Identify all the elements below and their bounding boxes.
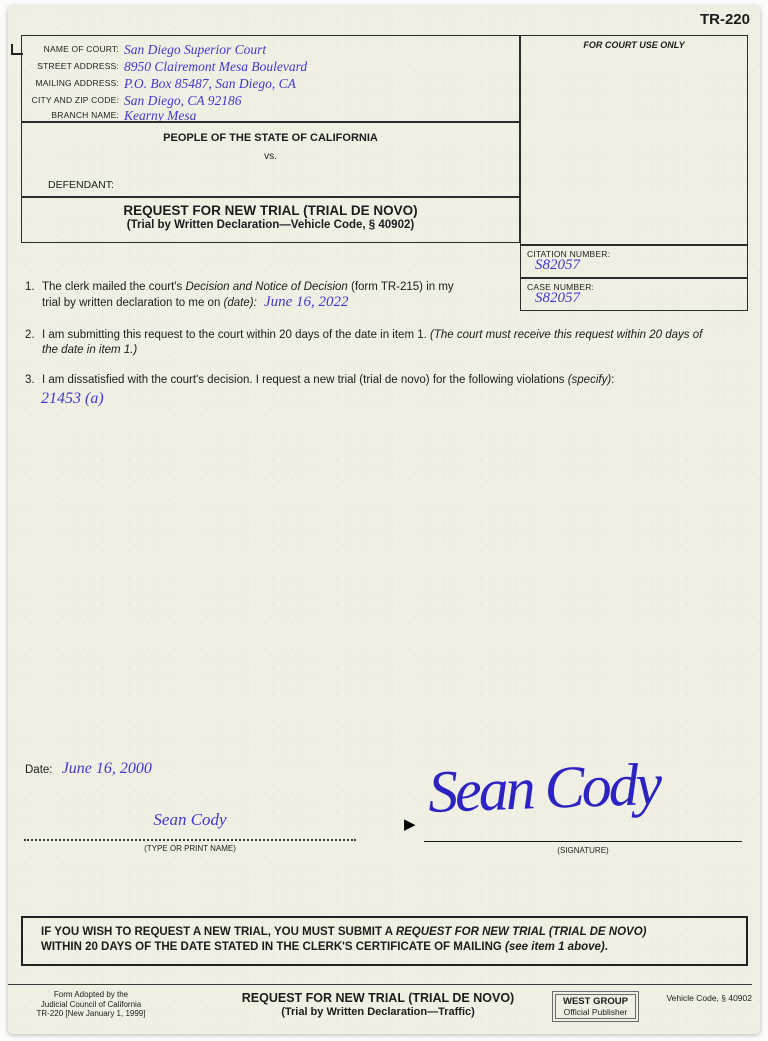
item-3-colon: : (611, 374, 615, 386)
court-use-only-box (520, 35, 748, 245)
mailing-address-value: P.O. Box 85487, San Diego, CA (124, 76, 296, 91)
item-2 (25, 328, 747, 358)
mailing-address-label: MAILING ADDRESS: (35, 78, 119, 88)
mailing-address-row (22, 73, 519, 90)
item-3-italic: (specify) (567, 374, 612, 386)
warning-italic-1: REQUEST FOR NEW TRIAL (TRIAL DE NOVO) (395, 926, 647, 938)
plaintiff-name: PEOPLE OF THE STATE OF CALIFORNIA (163, 132, 378, 144)
warning-italic-2: (see item 1 above) (505, 941, 605, 953)
printed-name-value: Sean Cody (153, 810, 227, 829)
item-2-italic-line2: the date in item 1.) (42, 344, 138, 356)
branch-name-value: Kearny Mesa (124, 108, 197, 123)
publisher-subtitle: Official Publisher (563, 1007, 628, 1017)
printed-name-caption: (TYPE OR PRINT NAME) (144, 844, 236, 853)
city-zip-value: San Diego, CA 92186 (124, 93, 242, 108)
item-2-italic-line1: (The court must receive this request within 20 days of (430, 329, 703, 341)
warning-normal-1: IF YOU WISH TO REQUEST A NEW TRIAL, YOU MUST SUBMIT A (41, 926, 396, 938)
warning-box (21, 916, 748, 966)
case-number-value: S82057 (535, 290, 580, 306)
city-zip-label: CITY AND ZIP CODE: (31, 95, 119, 105)
street-address-value: 8950 Clairemont Mesa Boulevard (124, 59, 308, 74)
item-3 (25, 373, 747, 388)
form-subtitle: (Trial by Written Declaration—Vehicle Code, § 40902) (126, 219, 415, 231)
citation-number-label: CITATION NUMBER: (527, 249, 611, 259)
item-2-normal: I am submitting this request to the court within 20 days of the date in item 1. (42, 329, 431, 341)
publisher-box-inner (555, 994, 636, 1019)
item-1-line2-italic: (date): (223, 297, 257, 309)
court-address-box (21, 35, 520, 122)
citation-number-value: S82057 (535, 257, 580, 273)
footer-title-block (182, 991, 574, 1018)
signature-arrow-icon: ▶ (404, 816, 416, 833)
item-3-normal: I am dissatisfied with the court's decision. I request a new trial (trial de novo) for the following violations (42, 374, 568, 386)
item-3-text (42, 373, 614, 388)
publisher-name: WEST GROUP (563, 996, 628, 1007)
footer-title: REQUEST FOR NEW TRIAL (TRIAL DE NOVO) (241, 991, 515, 1005)
versus-text: vs. (264, 151, 277, 162)
printed-name-line (24, 839, 356, 841)
item-1-line2-pre: trial by written declaration to me on (42, 297, 224, 309)
item-1-number: 1. (25, 281, 35, 293)
case-number-label: CASE NUMBER: (527, 282, 595, 292)
adoption-line-2: Judicial Council of California (40, 999, 142, 1009)
item-2-text (42, 328, 702, 358)
footer-code-reference: Vehicle Code, § 40902 (666, 993, 752, 1003)
case-caption-box (21, 122, 520, 197)
item-3-violations-value: 21453 (a) (41, 390, 104, 407)
branch-name-label: BRANCH NAME: (51, 110, 119, 120)
court-use-only-label: FOR COURT USE ONLY (583, 40, 685, 50)
form-title-box (21, 197, 520, 243)
citation-number-box (520, 245, 748, 278)
date-row (25, 760, 152, 778)
case-number-box (520, 278, 748, 311)
court-name-row (22, 39, 519, 56)
adoption-line-1: Form Adopted by the (53, 990, 129, 999)
footer-subtitle: (Trial by Written Declaration—Traffic) (281, 1006, 475, 1018)
court-name-value: San Diego Superior Court (124, 42, 267, 57)
warning-period: . (604, 941, 608, 953)
item-1-line1-pre: The clerk mailed the court's (42, 281, 186, 293)
street-address-row (22, 56, 519, 73)
item-2-number: 2. (25, 329, 35, 341)
item-1 (25, 280, 505, 311)
date-label: Date: (25, 764, 53, 776)
footer-separator (8, 984, 752, 985)
branch-name-row (22, 105, 519, 122)
item-1-line1-italic: Decision and Notice of Decision (185, 281, 348, 293)
form-title: REQUEST FOR NEW TRIAL (TRIAL DE NOVO) (123, 203, 418, 218)
publisher-box (552, 991, 639, 1022)
signature-script: Sean Cody (426, 750, 661, 825)
defendant-label: DEFENDANT: (48, 179, 114, 191)
item-1-text (42, 280, 454, 311)
item-1-line1-post: (form TR-215) in my (347, 281, 454, 293)
signature-caption: (SIGNATURE) (557, 846, 609, 855)
signature-line (424, 841, 742, 842)
court-name-label: NAME OF COURT: (43, 44, 119, 54)
adoption-line-3: TR-220 [New January 1, 1999] (36, 1009, 146, 1018)
form-number: TR-220 (699, 11, 750, 28)
date-value: June 16, 2000 (61, 760, 152, 777)
item-3-number: 3. (25, 374, 35, 386)
form-adoption-note (20, 990, 162, 1019)
street-address-label: STREET ADDRESS: (37, 61, 119, 71)
warning-normal-2: WITHIN 20 DAYS OF THE DATE STATED IN THE CLERK'S CERTIFICATE OF MAILING (41, 941, 506, 953)
item-1-date-value: June 16, 2022 (263, 294, 349, 310)
